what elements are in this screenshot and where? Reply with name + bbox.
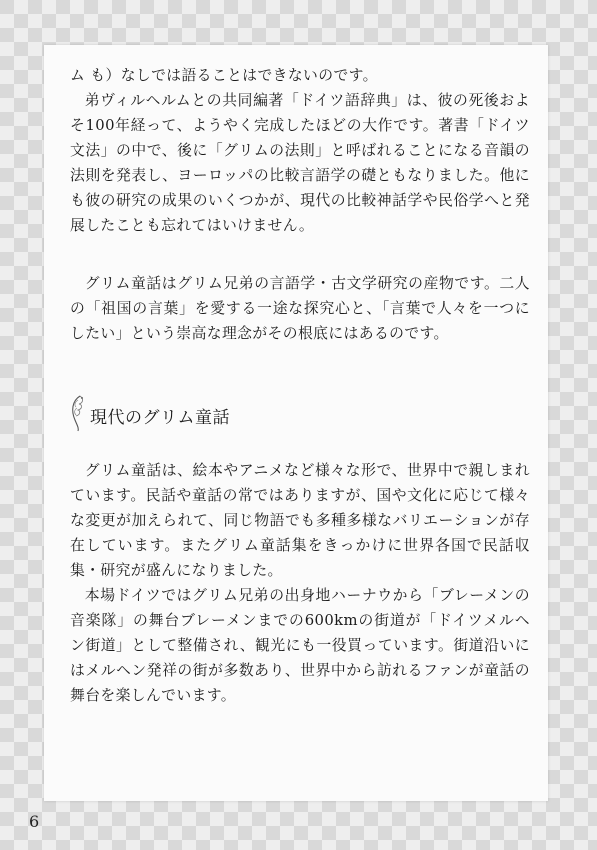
modern-section-text-block [70, 458, 530, 708]
section-title: 現代のグリム童話 [90, 407, 230, 428]
paragraph-modern-grimm: グリム童話は、絵本やアニメなど様々な形で、世界中で親しまれています。民話や童話の常ではありますが、国や文化に応じて様々な変更が加えられて、同じ物語でも多種多様なバリエーションが存在しています。またグリム童話集をきっかけに世界各国で民話収集・研究が盛んになりました。 [70, 462, 530, 579]
section-heading [66, 393, 230, 433]
paragraph-origin: グリム童話はグリム兄弟の言語学・古文学研究の産物です。二人の「祖国の言葉」を愛する一途な探究心と、「言葉で人々を一つにしたい」という崇高な理念がその根底にはあるのです。 [70, 275, 530, 342]
feather-ornament-icon [66, 393, 90, 433]
middle-text-block [70, 271, 530, 346]
paragraph-continuation: ム も）なしでは語ることはできないのです。 [70, 67, 378, 84]
intro-text-block [70, 63, 530, 238]
paragraph-maerchen-strasse: 本場ドイツではグリム兄弟の出身地ハーナウから「ブレーメンの音楽隊」の舞台ブレーメンまでの600kmの街道が「ドイツメルヘン街道」として整備され、観光にも一役買っています。街道沿いにはメルヘン発祥の街が多数あり、世界中から訪れるファンが童話の舞台を楽しんでいます。 [70, 587, 530, 704]
paragraph-dictionary: 弟ヴィルヘルムとの共同編著「ドイツ語辞典」は、彼の死後およそ100年経って、ようやく完成したほどの大作です。著書「ドイツ文法」の中で、後に「グリムの法則」と呼ばれることになる音韻の法則を発表し、ヨーロッパの比較言語学の礎ともなりました。他にも彼の研究の成果のいくつかが、現代の比較神話学や民俗学へと発展したことも忘れてはいけません。 [70, 92, 530, 234]
page-number: 6 [29, 812, 40, 831]
